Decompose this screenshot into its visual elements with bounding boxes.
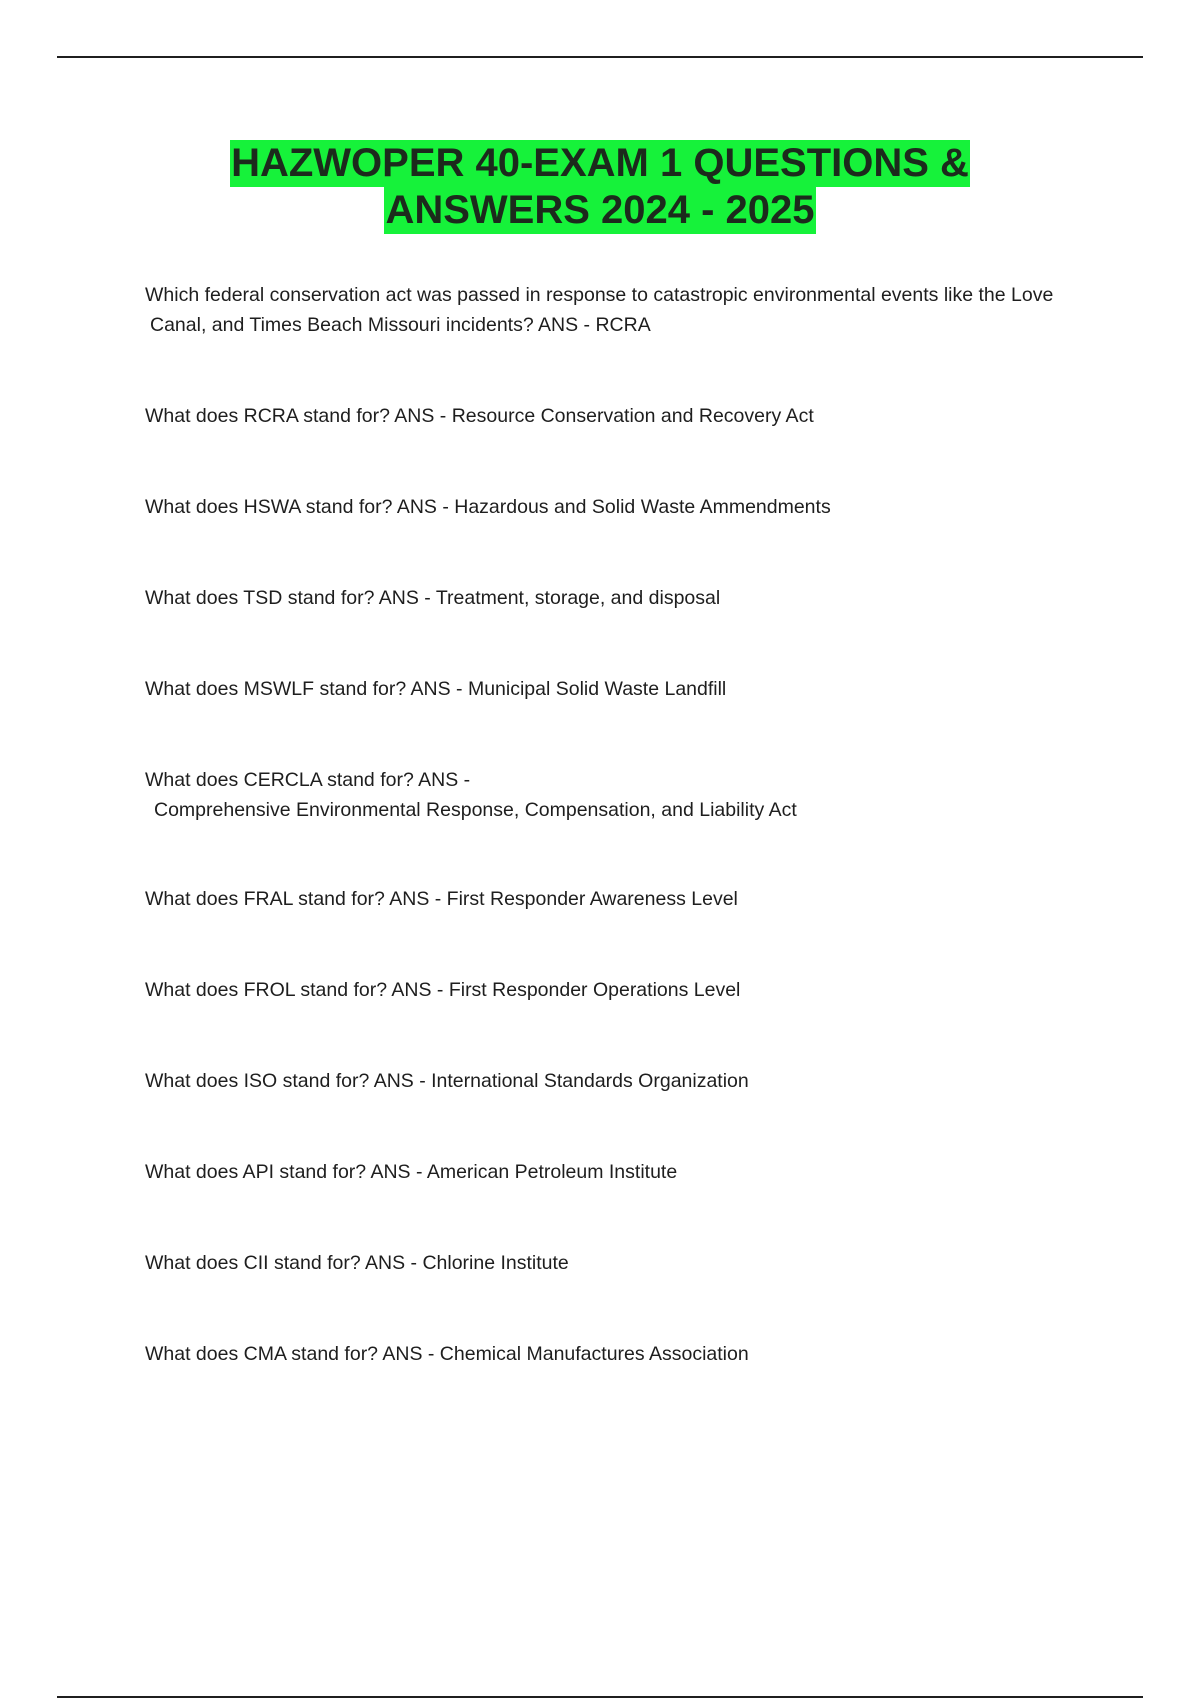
qa-item-5	[145, 674, 1095, 704]
question-text: What does CMA stand for? ANS - Chemical Manufactures Association	[145, 1343, 749, 1365]
question-text: What does FRAL stand for? ANS - First Responder Awareness Level	[145, 888, 738, 910]
question-text: What does MSWLF stand for? ANS - Municipal Solid Waste Landfill	[145, 678, 727, 700]
question-text: What does HSWA stand for? ANS - Hazardous and Solid Waste Ammendments	[145, 496, 831, 518]
title-line-2: ANSWERS 2024 - 2025	[385, 188, 815, 232]
qa-item-12	[145, 1339, 1095, 1369]
qa-item-11	[145, 1248, 1095, 1278]
qa-item-8	[145, 975, 1095, 1005]
question-text: What does API stand for? ANS - American Petroleum Institute	[145, 1161, 678, 1183]
title-line-1: HAZWOPER 40-EXAM 1 QUESTIONS &	[231, 141, 969, 185]
qa-item-9	[145, 1066, 1095, 1096]
question-text: What does FROL stand for? ANS - First Responder Operations Level	[145, 979, 741, 1001]
bottom-rule	[57, 1696, 1143, 1698]
qa-item-3	[145, 492, 1095, 522]
question-text: What does ISO stand for? ANS - International Standards Organization	[145, 1070, 749, 1092]
question-text: Which federal conservation act was passed in response to catastropic environmental events like the Love	[145, 284, 1054, 306]
question-text: What does TSD stand for? ANS - Treatment, storage, and disposal	[145, 587, 721, 609]
question-text: What does CERCLA stand for? ANS -	[145, 769, 471, 791]
question-text: What does RCRA stand for? ANS - Resource Conservation and Recovery Act	[145, 405, 814, 427]
answer-text-continued: Comprehensive Environmental Response, Compensation, and Liability Act	[154, 799, 797, 821]
top-rule	[57, 56, 1143, 58]
qa-item-4	[145, 583, 1095, 613]
question-text: What does CII stand for? ANS - Chlorine Institute	[145, 1252, 569, 1274]
qa-item-10	[145, 1157, 1095, 1187]
document-title	[0, 140, 1200, 234]
qa-item-2	[145, 401, 1095, 431]
qa-item-7	[145, 884, 1095, 914]
qa-item-1	[145, 280, 1095, 340]
question-text-continued: Canal, and Times Beach Missouri incidents? ANS - RCRA	[150, 314, 651, 336]
qa-item-6	[145, 765, 1095, 825]
